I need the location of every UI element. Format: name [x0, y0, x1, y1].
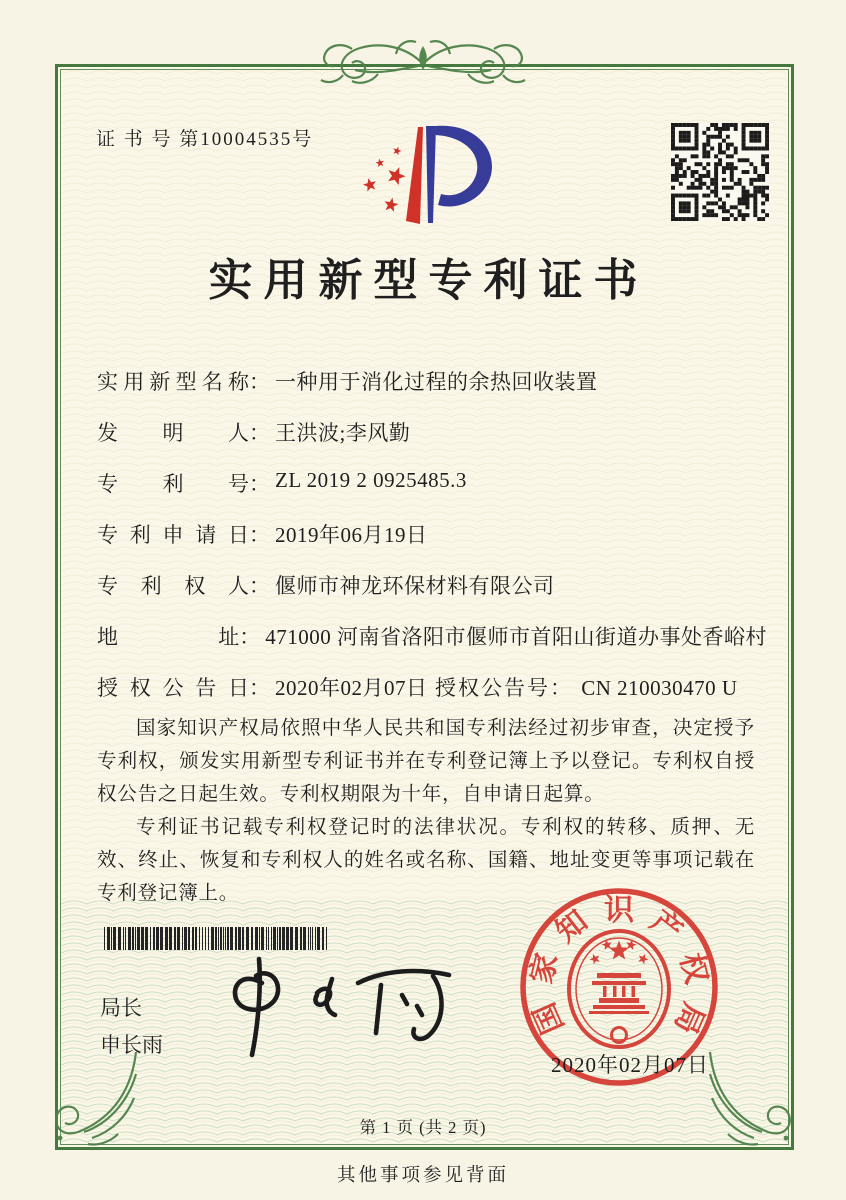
field-row-filing-date [97, 519, 767, 570]
cnipa-logo-icon [337, 111, 509, 237]
field-row-address [97, 621, 767, 672]
field-value: 2019年06月19日 [275, 523, 428, 547]
field-colon: ： [249, 370, 270, 394]
certificate-number: 证 书 号 第10004535号 [96, 129, 314, 150]
svg-text:家: 家 [525, 949, 565, 988]
certificate-title: 实用新型专利证书 [208, 256, 649, 305]
field-colon: ： [249, 574, 270, 598]
svg-text:国: 国 [527, 997, 571, 1039]
signer-title: 局长 [100, 996, 142, 1020]
barcode [104, 927, 332, 950]
field-value: ZL 2019 2 0925485.3 [275, 468, 467, 492]
register-paragraph: 专利证书记载专利权登记时的法律状况。专利权的转移、质押、无效、终止、恢复和专利权人的姓名或名称、国籍、地址变更等事项记载在专利登记簿上。 [97, 817, 755, 904]
field-label: 专利权人 [97, 574, 249, 598]
field-row-patent-number [97, 468, 767, 519]
signer-block [100, 990, 163, 1064]
svg-text:知: 知 [549, 904, 594, 949]
back-note: 其他事项参见背面 [336, 1166, 509, 1186]
field-colon: ： [249, 676, 270, 700]
field-label: 专利号 [97, 472, 249, 496]
qr-code [671, 123, 769, 221]
field-label: 地址 [97, 625, 240, 649]
field-colon: ： [249, 523, 270, 547]
seal-date: 2020年02月07日 [551, 1053, 709, 1077]
page-footer: 第 1 页 (共 2 页) [359, 1118, 487, 1137]
svg-text:局: 局 [667, 997, 711, 1039]
grant-date-group [97, 672, 435, 702]
field-label: 授权公告号 [435, 676, 550, 700]
legal-text-block [97, 712, 755, 910]
signer-name: 申长雨 [100, 1033, 163, 1057]
grant-paragraph: 国家知识产权局依照中华人民共和国专利法经过初步审查，决定授予专利权，颁发实用新型专利证书并在专利登记簿上予以登记。专利权自授权公告之日起生效。专利权期限为十年，自申请日起算。 [97, 718, 755, 805]
svg-text:权: 权 [673, 949, 713, 988]
field-label: 发明人 [97, 421, 249, 445]
field-label: 专利申请日 [97, 523, 249, 547]
field-value: 471000 河南省洛阳市偃师市首阳山街道办事处香峪村 [265, 625, 767, 649]
field-row-patentee [97, 570, 767, 621]
field-value: CN 210030470 U [581, 676, 738, 700]
svg-text:产: 产 [644, 904, 689, 949]
grant-number-group [435, 672, 738, 702]
field-colon: ： [550, 676, 571, 700]
field-colon: ： [239, 625, 261, 649]
svg-text:识: 识 [604, 893, 634, 927]
field-value: 王洪波;李风勤 [275, 421, 411, 445]
field-value: 偃师市神龙环保材料有限公司 [275, 574, 555, 598]
field-value: 一种用于消化过程的余热回收装置 [275, 370, 598, 394]
top-flourish-ornament [298, 34, 548, 92]
fields-block [97, 366, 767, 723]
field-value: 2020年02月07日 [275, 676, 428, 700]
director-signature [222, 953, 462, 1063]
field-colon: ： [249, 472, 270, 496]
field-label: 授权公告日 [97, 676, 249, 700]
field-colon: ： [249, 421, 270, 445]
field-label: 实用新型名称 [97, 370, 249, 394]
field-row-name [97, 366, 767, 417]
field-row-inventor [97, 417, 767, 468]
